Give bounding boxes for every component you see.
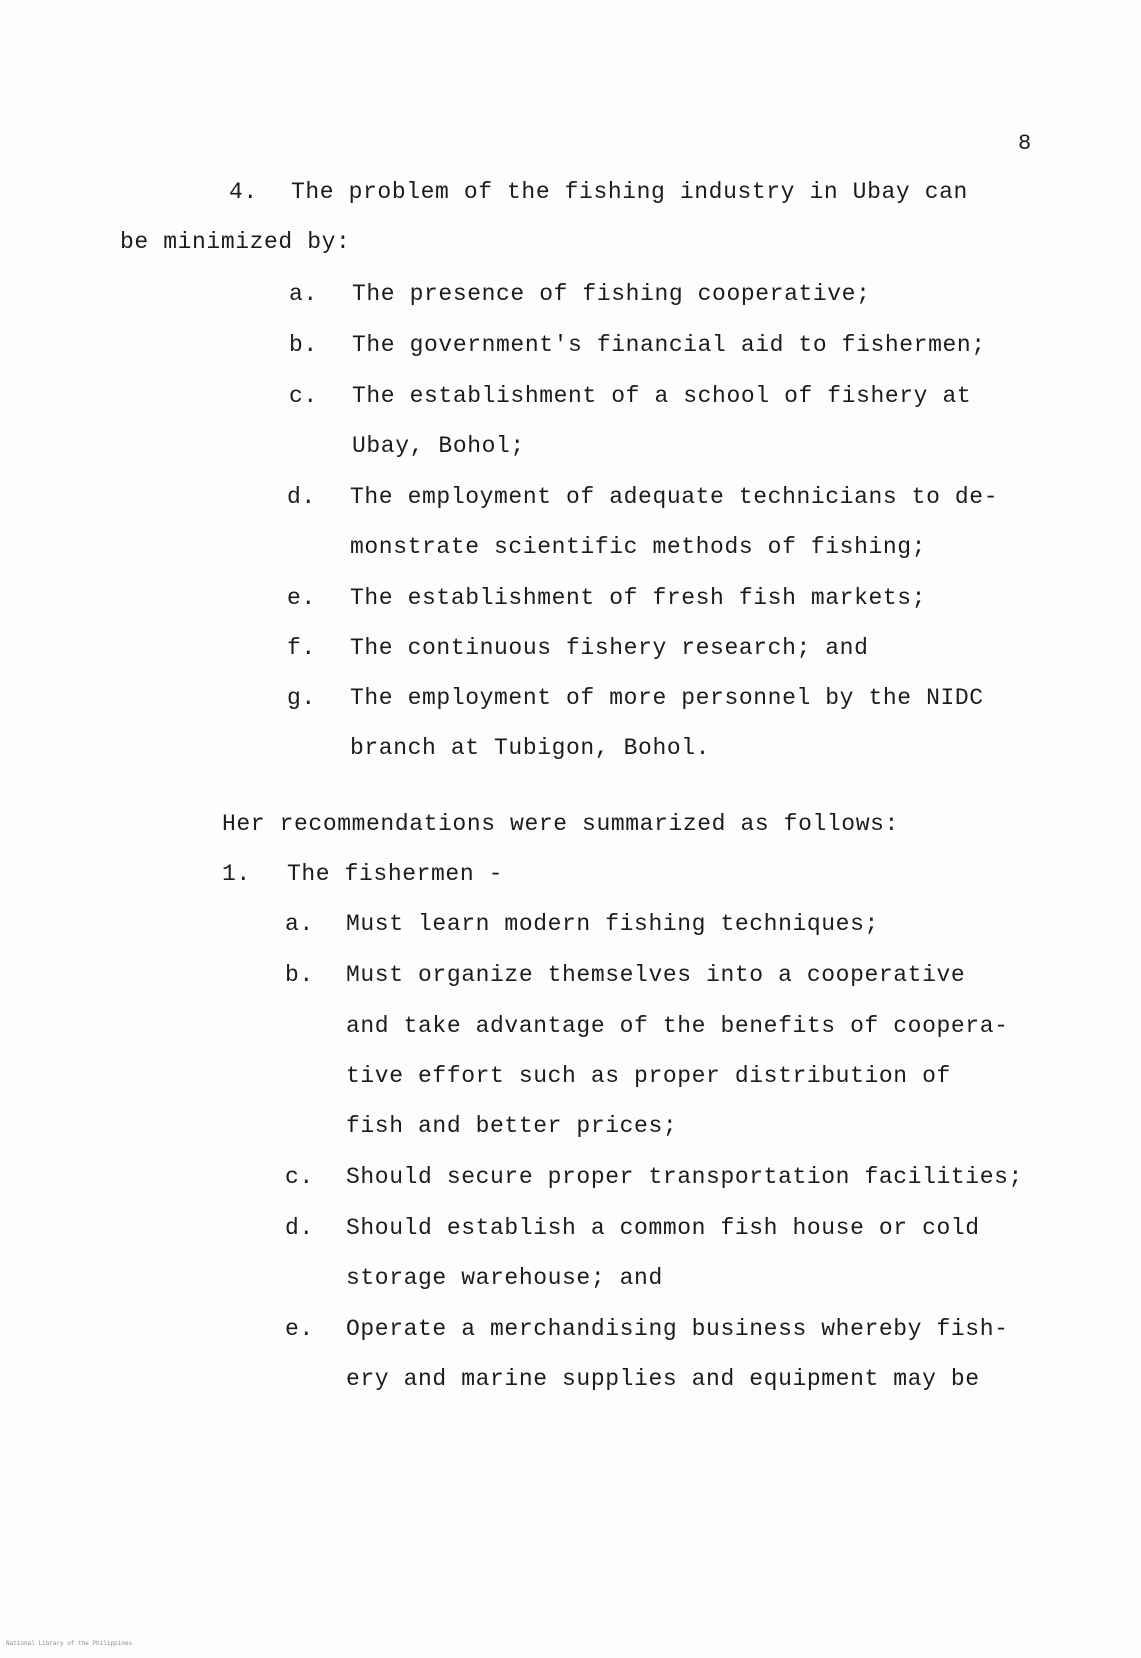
item-text: storage warehouse; and [346,1265,663,1291]
item-text: Must learn modern fishing techniques; [346,911,879,937]
item-text: The employment of more personnel by the NIDC [350,685,984,711]
item-text: The continuous fishery research; and [350,635,869,661]
item-text: and take advantage of the benefits of coopera- [346,1013,1009,1039]
item-label: d. [287,484,316,510]
item-text: tive effort such as proper distribution of [346,1063,951,1089]
item-text: Should secure proper transportation facilities; [346,1164,1023,1190]
point-4-line-1: The problem of the fishing industry in Ubay can [291,179,968,205]
item-label: g. [287,685,316,711]
item-text: The establishment of fresh fish markets; [350,585,927,611]
item-text: Operate a merchandising business whereby fish- [346,1316,1009,1342]
item-text: Should establish a common fish house or cold [346,1215,980,1241]
point-4-line-2: be minimized by: [120,229,351,255]
item-label: a. [285,911,314,937]
page-number: 8 [1018,131,1032,156]
item-label: e. [285,1316,314,1342]
item-text: Must organize themselves into a cooperative [346,962,966,988]
item-text: monstrate scientific methods of fishing; [350,534,927,560]
point-4-number: 4. [229,179,258,205]
item-label: c. [285,1164,314,1190]
item-label: f. [287,635,316,661]
point-1-number: 1. [222,861,251,887]
archive-footer: National Library of the Philippines [6,1640,133,1647]
recommendations-intro: Her recommendations were summarized as follows: [222,811,899,837]
point-1-text: The fishermen - [287,861,504,887]
item-label: a. [289,281,318,307]
item-text: branch at Tubigon, Bohol. [350,735,711,761]
item-text: The employment of adequate technicians to de- [350,484,999,510]
item-text: The government's financial aid to fishermen; [352,332,986,358]
item-label: d. [285,1215,314,1241]
item-text: fish and better prices; [346,1113,678,1139]
item-label: e. [287,585,316,611]
item-label: b. [285,962,314,988]
item-text: Ubay, Bohol; [352,433,525,459]
item-text: The presence of fishing cooperative; [352,281,871,307]
item-text: The establishment of a school of fishery at [352,383,972,409]
item-label: b. [289,332,318,358]
item-label: c. [289,383,318,409]
item-text: ery and marine supplies and equipment may be [346,1366,980,1392]
